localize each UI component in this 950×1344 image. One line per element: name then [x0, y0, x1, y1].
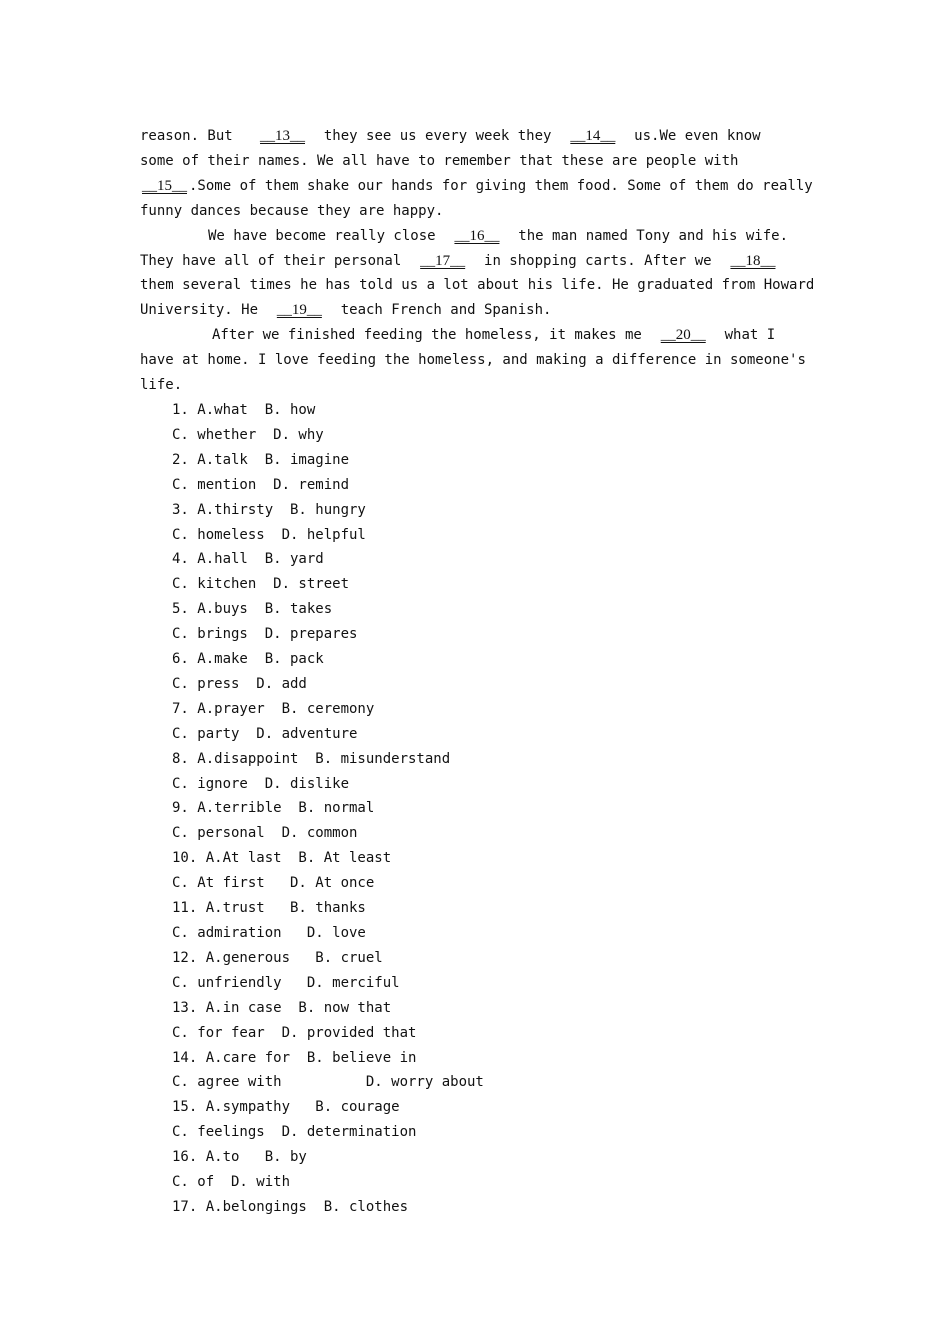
option-row: 15. A.sympathy B. courage	[172, 1099, 400, 1116]
blank-18: __18__	[730, 252, 776, 269]
option-row: 2. A.talk B. imagine	[172, 451, 350, 468]
text-line: them several times he has told us a lot about his life. He graduated from Howard	[140, 277, 815, 294]
option-row: C. unfriendly D. merciful	[172, 974, 400, 991]
text-line: have at home. I love feeding the homeless, and making a difference in someone's	[140, 352, 806, 369]
option-row: 6. A.make B. pack	[172, 651, 324, 668]
option-row: C. whether D. why	[172, 426, 324, 443]
text-line: life.	[140, 377, 183, 394]
blank-17: __17__	[420, 252, 466, 269]
option-row: 16. A.to B. by	[172, 1149, 307, 1166]
option-row: 7. A.prayer B. ceremony	[172, 700, 375, 717]
paragraph-2	[140, 224, 815, 324]
option-row: C. brings D. prepares	[172, 626, 358, 643]
option-row: 4. A.hall B. yard	[172, 551, 324, 568]
option-row: C. press D. add	[172, 675, 307, 692]
option-row: C. personal D. common	[172, 825, 358, 842]
paragraph-1	[140, 124, 813, 224]
option-row: 5. A.buys B. takes	[172, 601, 333, 618]
text-line: reason. But __13__ they see us every week they __14__ us.We even know	[140, 124, 810, 149]
option-row: C. ignore D. dislike	[172, 775, 350, 792]
blank-13: __13__	[260, 128, 306, 144]
option-row: C. At first D. At once	[172, 875, 375, 892]
option-row: 3. A.thirsty B. hungry	[172, 501, 366, 518]
option-row: 11. A.trust B. thanks	[172, 900, 366, 917]
option-row: C. party D. adventure	[172, 725, 358, 742]
option-row: 17. A.belongings B. clothes	[172, 1198, 409, 1215]
option-row: C. mention D. remind	[172, 476, 350, 493]
document-page	[140, 124, 815, 1220]
option-row: C. feelings D. determination	[172, 1124, 417, 1141]
option-row: 8. A.disappoint B. misunderstand	[172, 750, 451, 767]
text-line: They have all of their personal __17__ in shopping carts. After we __18__	[140, 249, 810, 274]
text-line: We have become really close __16__ the man named Tony and his wife.	[140, 224, 810, 249]
option-row: C. admiration D. love	[172, 925, 366, 941]
text-line: funny dances because they are happy.	[140, 202, 444, 219]
option-row: 12. A.generous B. cruel	[172, 949, 383, 966]
option-row: C. kitchen D. street	[172, 576, 350, 593]
option-row: 13. A.in case B. now that	[172, 999, 392, 1016]
paragraph-3	[140, 323, 810, 398]
text-line: some of their names. We all have to remember that these are people with	[140, 152, 739, 169]
answer-options	[140, 398, 810, 1220]
blank-20: __20__	[660, 327, 706, 344]
blank-14: __14__	[570, 128, 616, 144]
option-row: 1. A.what B. how	[172, 401, 316, 418]
text-line: __15__ .Some of them shake our hands for giving them food. Some of them do really	[140, 174, 810, 199]
blank-15: __15__	[142, 177, 187, 194]
option-row: C. of D. with	[172, 1174, 291, 1191]
option-row: 10. A.At last B. At least	[172, 850, 392, 867]
text-line: After we finished feeding the homeless, it makes me __20__ what I	[140, 323, 810, 348]
blank-19: __19__	[276, 302, 322, 319]
option-row: 14. A.care for B. believe in	[172, 1049, 417, 1066]
option-row: 9. A.terrible B. normal	[172, 800, 375, 817]
option-row: C. homeless D. helpful	[172, 526, 366, 543]
blank-16: __16__	[454, 227, 500, 244]
option-row: C. for fear D. provided that	[172, 1024, 417, 1041]
text-line: University. He __19__ teach French and Spanish.	[140, 298, 810, 323]
option-row: C. agree with D. worry about	[172, 1074, 484, 1091]
